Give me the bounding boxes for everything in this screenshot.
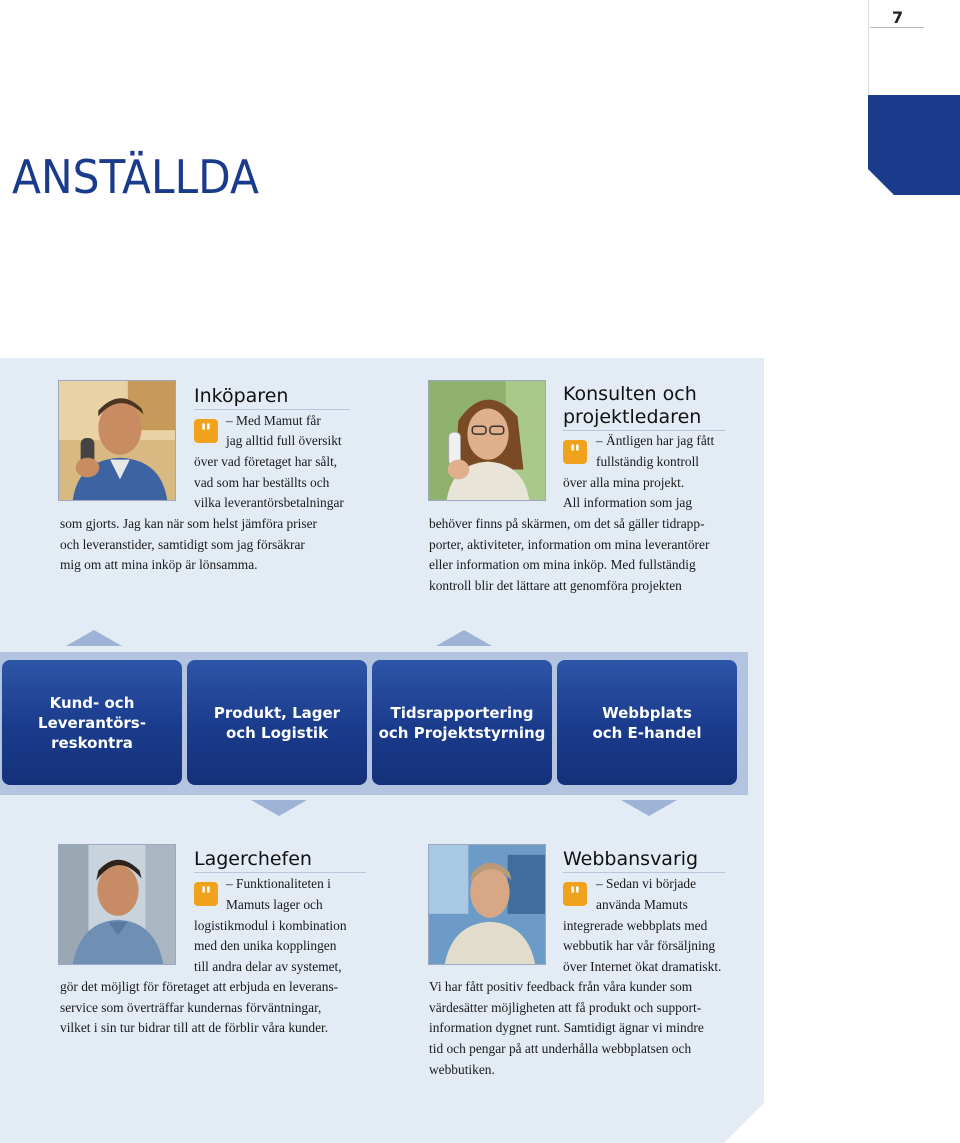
konsulten-text-line: All information som jag: [563, 495, 693, 510]
inkoparen-text-line: och leveranstider, samtidigt som jag försäkrar: [60, 537, 305, 552]
konsulten-heading-line: projektledaren: [563, 406, 702, 428]
header-rule: [868, 0, 869, 95]
webbansvarig-text-line: integrerade webbplats med: [563, 918, 708, 933]
konsulten-text-line: över alla mina projekt.: [563, 475, 685, 490]
konsulten-text-line: eller information om mina inköp. Med fullständig: [429, 557, 696, 572]
lagerchefen-text-line: med den unika kopplingen: [194, 938, 337, 953]
quote-icon: ": [194, 419, 218, 443]
inkoparen-text-line: vilka leverantörsbetalningar: [194, 495, 344, 510]
lagerchefen-text-line: logistikmodul i kombination: [194, 918, 347, 933]
inkoparen-text-line: vad som har beställts och: [194, 475, 330, 490]
inkoparen-heading: Inköparen: [194, 385, 350, 410]
module-label-line: Tidsrapportering: [390, 703, 534, 722]
arrow-up-decoration: [66, 630, 122, 646]
webbansvarig-text-line: tid och pengar på att underhålla webbplatsen och: [429, 1041, 692, 1056]
inkoparen-photo: [58, 380, 176, 501]
page-title: ANSTÄLLDA: [12, 150, 259, 204]
page-number: 7: [870, 8, 924, 28]
konsulten-heading: [563, 383, 725, 431]
module-tidsrapportering-projektstyrning[interactable]: [372, 660, 552, 785]
lagerchefen-text-line: vilket i sin tur bidrar till att de förblir våra kunder.: [60, 1020, 329, 1035]
lagerchefen-photo: [58, 844, 176, 965]
inkoparen-text-line: mig om att mina inköp är lönsamma.: [60, 557, 258, 572]
webbansvarig-text-line: webbutik har vår försäljning: [563, 938, 716, 953]
konsulten-text-line: behöver finns på skärmen, om det så gäller tidrapp-: [429, 516, 705, 531]
module-label-line: Webbplats: [602, 703, 692, 722]
quote-icon: ": [194, 882, 218, 906]
konsulten-text-line: porter, aktiviteter, information om mina leverantörer: [429, 537, 710, 552]
lagerchefen-text-line: service som överträffar kundernas förväntningar,: [60, 1000, 322, 1015]
module-label-line: och E-handel: [592, 723, 702, 742]
arrow-down-decoration: [621, 800, 677, 816]
module-label-line: och Projektstyrning: [378, 723, 546, 742]
quote-icon: ": [563, 440, 587, 464]
module-produkt-lager-logistik[interactable]: [187, 660, 367, 785]
module-label-line: Kund- och: [49, 693, 135, 712]
lagerchefen-heading: Lagerchefen: [194, 848, 366, 873]
module-kund-leverantorsreskontra[interactable]: [2, 660, 182, 785]
webbansvarig-text-line: använda Mamuts: [596, 897, 688, 912]
webbansvarig-heading: Webbansvarig: [563, 848, 725, 873]
konsulten-text-line: kontroll blir det lättare att genomföra projekten: [429, 578, 682, 593]
webbansvarig-text-line: Vi har fått positiv feedback från våra kunder som: [429, 979, 693, 994]
konsulten-photo: [428, 380, 546, 501]
konsulten-text-line: fullständig kontroll: [596, 454, 700, 469]
module-label-line: Leverantörs-: [38, 713, 146, 732]
arrow-up-decoration: [436, 630, 492, 646]
webbansvarig-text-line: värdesätter möjligheten att få produkt och support-: [429, 1000, 702, 1015]
lagerchefen-text-line: Mamuts lager och: [226, 897, 323, 912]
webbansvarig-text-line: information dygnet runt. Samtidigt ägnar vi mindre: [429, 1020, 704, 1035]
inkoparen-text-line: – Med Mamut får: [226, 413, 321, 428]
quote-icon: ": [563, 882, 587, 906]
corner-tab-decoration: [868, 95, 960, 195]
lagerchefen-text-line: – Funktionaliteten i: [226, 876, 331, 891]
webbansvarig-text-line: över Internet ökat dramatiskt.: [563, 959, 722, 974]
konsulten-heading-line: Konsulten och: [563, 383, 697, 405]
module-webbplats-ehandel[interactable]: [557, 660, 737, 785]
module-label-line: reskontra: [51, 733, 133, 752]
webbansvarig-text-line: – Sedan vi började: [596, 876, 697, 891]
konsulten-text-line: – Äntligen har jag fått: [596, 433, 715, 448]
inkoparen-text-line: som gjorts. Jag kan när som helst jämföra priser: [60, 516, 317, 531]
webbansvarig-text-line: webbutiken.: [429, 1062, 495, 1077]
webbansvarig-photo: [428, 844, 546, 965]
inkoparen-text-line: över vad företaget har sålt,: [194, 454, 338, 469]
inkoparen-text-line: jag alltid full översikt: [226, 433, 342, 448]
module-label-line: Produkt, Lager: [213, 703, 341, 722]
arrow-down-decoration: [251, 800, 307, 816]
lagerchefen-text-line: gör det möjligt för företaget att erbjuda en leverans-: [60, 979, 339, 994]
lagerchefen-text-line: till andra delar av systemet,: [194, 959, 342, 974]
module-label-line: och Logistik: [225, 723, 329, 742]
